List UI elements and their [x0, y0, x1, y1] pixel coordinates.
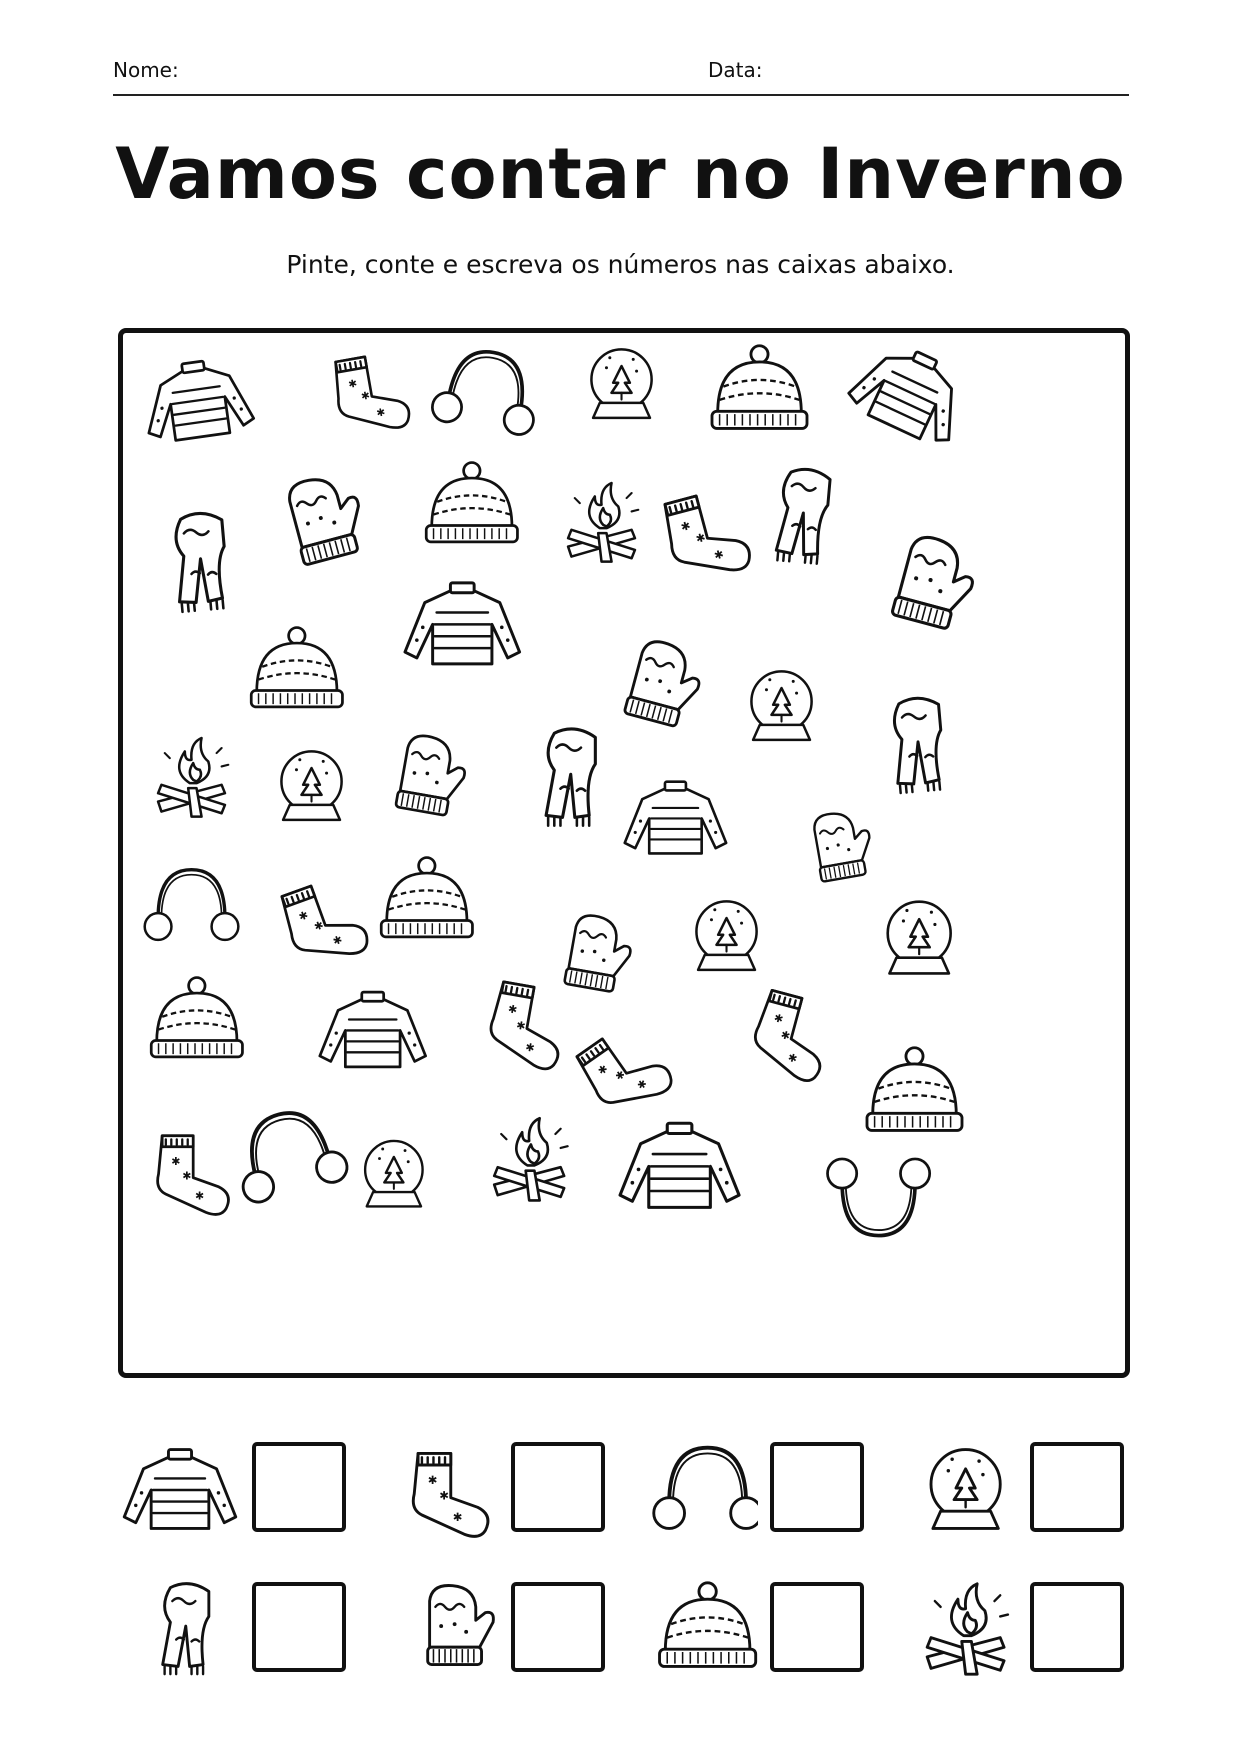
svg-text:✱: ✱	[360, 389, 371, 403]
header-rule	[113, 94, 1129, 96]
earmuffs-icon	[227, 1101, 350, 1206]
campfire-icon	[568, 483, 638, 562]
sock-icon	[158, 1136, 229, 1215]
svg-text:✱: ✱	[786, 1050, 799, 1066]
svg-text:✱: ✱	[182, 1169, 192, 1183]
mitten-icon	[892, 533, 982, 633]
sock-icon	[573, 1019, 676, 1124]
mitten-icon	[811, 808, 876, 882]
svg-text:✱: ✱	[452, 1509, 463, 1524]
svg-text:✱: ✱	[524, 1040, 536, 1055]
svg-text:✱: ✱	[427, 1473, 438, 1488]
svg-text:✱: ✱	[634, 1076, 650, 1093]
svg-text:✱: ✱	[772, 1011, 785, 1027]
sweater-icon	[320, 992, 426, 1067]
snow-globe-icon	[696, 901, 756, 970]
scarf-icon	[546, 729, 595, 826]
answer-box-scarf[interactable]	[252, 1582, 346, 1672]
sweater-icon	[844, 333, 977, 450]
svg-text:✱: ✱	[515, 1018, 527, 1034]
name-label: Nome:	[113, 58, 179, 82]
mitten-icon	[624, 637, 707, 729]
sock-icon	[747, 989, 836, 1083]
snow-globe-icon	[751, 671, 811, 740]
picture-board	[118, 328, 1130, 1378]
svg-text:✱: ✱	[195, 1189, 205, 1203]
mitten-icon	[396, 733, 470, 818]
answer-box-snow-globe[interactable]	[1030, 1442, 1124, 1532]
svg-text:✱: ✱	[694, 529, 707, 546]
sweater-icon	[140, 355, 255, 444]
earmuffs-icon	[145, 870, 239, 940]
snow-globe-icon	[888, 902, 951, 974]
svg-text:✱: ✱	[506, 1002, 519, 1017]
beanie-icon	[151, 978, 242, 1057]
scarf-icon	[891, 696, 946, 793]
svg-text:✱: ✱	[375, 406, 387, 420]
svg-text:✱: ✱	[331, 932, 345, 949]
sweater-icon	[405, 583, 520, 664]
svg-text:✱: ✱	[679, 518, 693, 535]
svg-text:✱: ✱	[297, 908, 311, 924]
earmuffs-icon	[828, 1159, 930, 1236]
earmuffs-icon	[638, 1440, 758, 1544]
snow-globe-icon	[365, 1141, 422, 1206]
sock-icon	[331, 351, 411, 437]
sock-icon	[485, 981, 568, 1071]
campfire-icon	[494, 1118, 567, 1200]
campfire-icon	[896, 1578, 1016, 1682]
svg-text:✱: ✱	[595, 1061, 611, 1078]
instructions-text: Pinte, conte e escreva os números nas caixas abaixo.	[286, 250, 955, 279]
beanie-icon	[426, 463, 517, 542]
svg-text:✱: ✱	[779, 1028, 792, 1044]
snow-globe-icon	[281, 751, 341, 820]
mitten-icon	[284, 469, 370, 565]
snow-globe-icon	[896, 1440, 1016, 1544]
answer-box-campfire[interactable]	[1030, 1582, 1124, 1672]
mitten-icon	[564, 913, 635, 994]
beanie-icon	[867, 1048, 962, 1131]
mitten-icon	[385, 1578, 505, 1682]
answer-box-beanie[interactable]	[770, 1582, 864, 1672]
beanie-icon	[712, 346, 807, 429]
svg-text:✱: ✱	[612, 1067, 628, 1084]
sock-icon	[385, 1440, 505, 1544]
earmuffs-icon	[430, 344, 544, 437]
answer-box-mitten[interactable]	[511, 1582, 605, 1672]
scarf-icon	[120, 1578, 240, 1682]
beanie-icon	[638, 1578, 758, 1682]
beanie-icon	[381, 858, 472, 937]
beanie-icon	[251, 628, 342, 707]
svg-text:✱: ✱	[171, 1154, 181, 1168]
campfire-icon	[158, 738, 228, 817]
page-title: Vamos contar no Inverno	[115, 133, 1126, 215]
sock-icon	[278, 874, 371, 972]
scarf-icon	[172, 511, 229, 612]
snow-globe-icon	[591, 349, 651, 418]
svg-text:✱: ✱	[439, 1488, 449, 1503]
svg-text:✱: ✱	[347, 377, 359, 391]
sock-icon	[660, 487, 752, 585]
svg-text:✱: ✱	[712, 546, 726, 563]
sweater-icon	[120, 1440, 240, 1544]
svg-text:✱: ✱	[312, 918, 326, 934]
date-label: Data:	[708, 58, 763, 82]
answer-box-sweater[interactable]	[252, 1442, 346, 1532]
answer-box-earmuffs[interactable]	[770, 1442, 864, 1532]
answer-box-sock[interactable]	[511, 1442, 605, 1532]
scarf-icon	[775, 467, 830, 564]
sweater-icon	[625, 782, 726, 854]
sweater-icon	[620, 1123, 739, 1207]
